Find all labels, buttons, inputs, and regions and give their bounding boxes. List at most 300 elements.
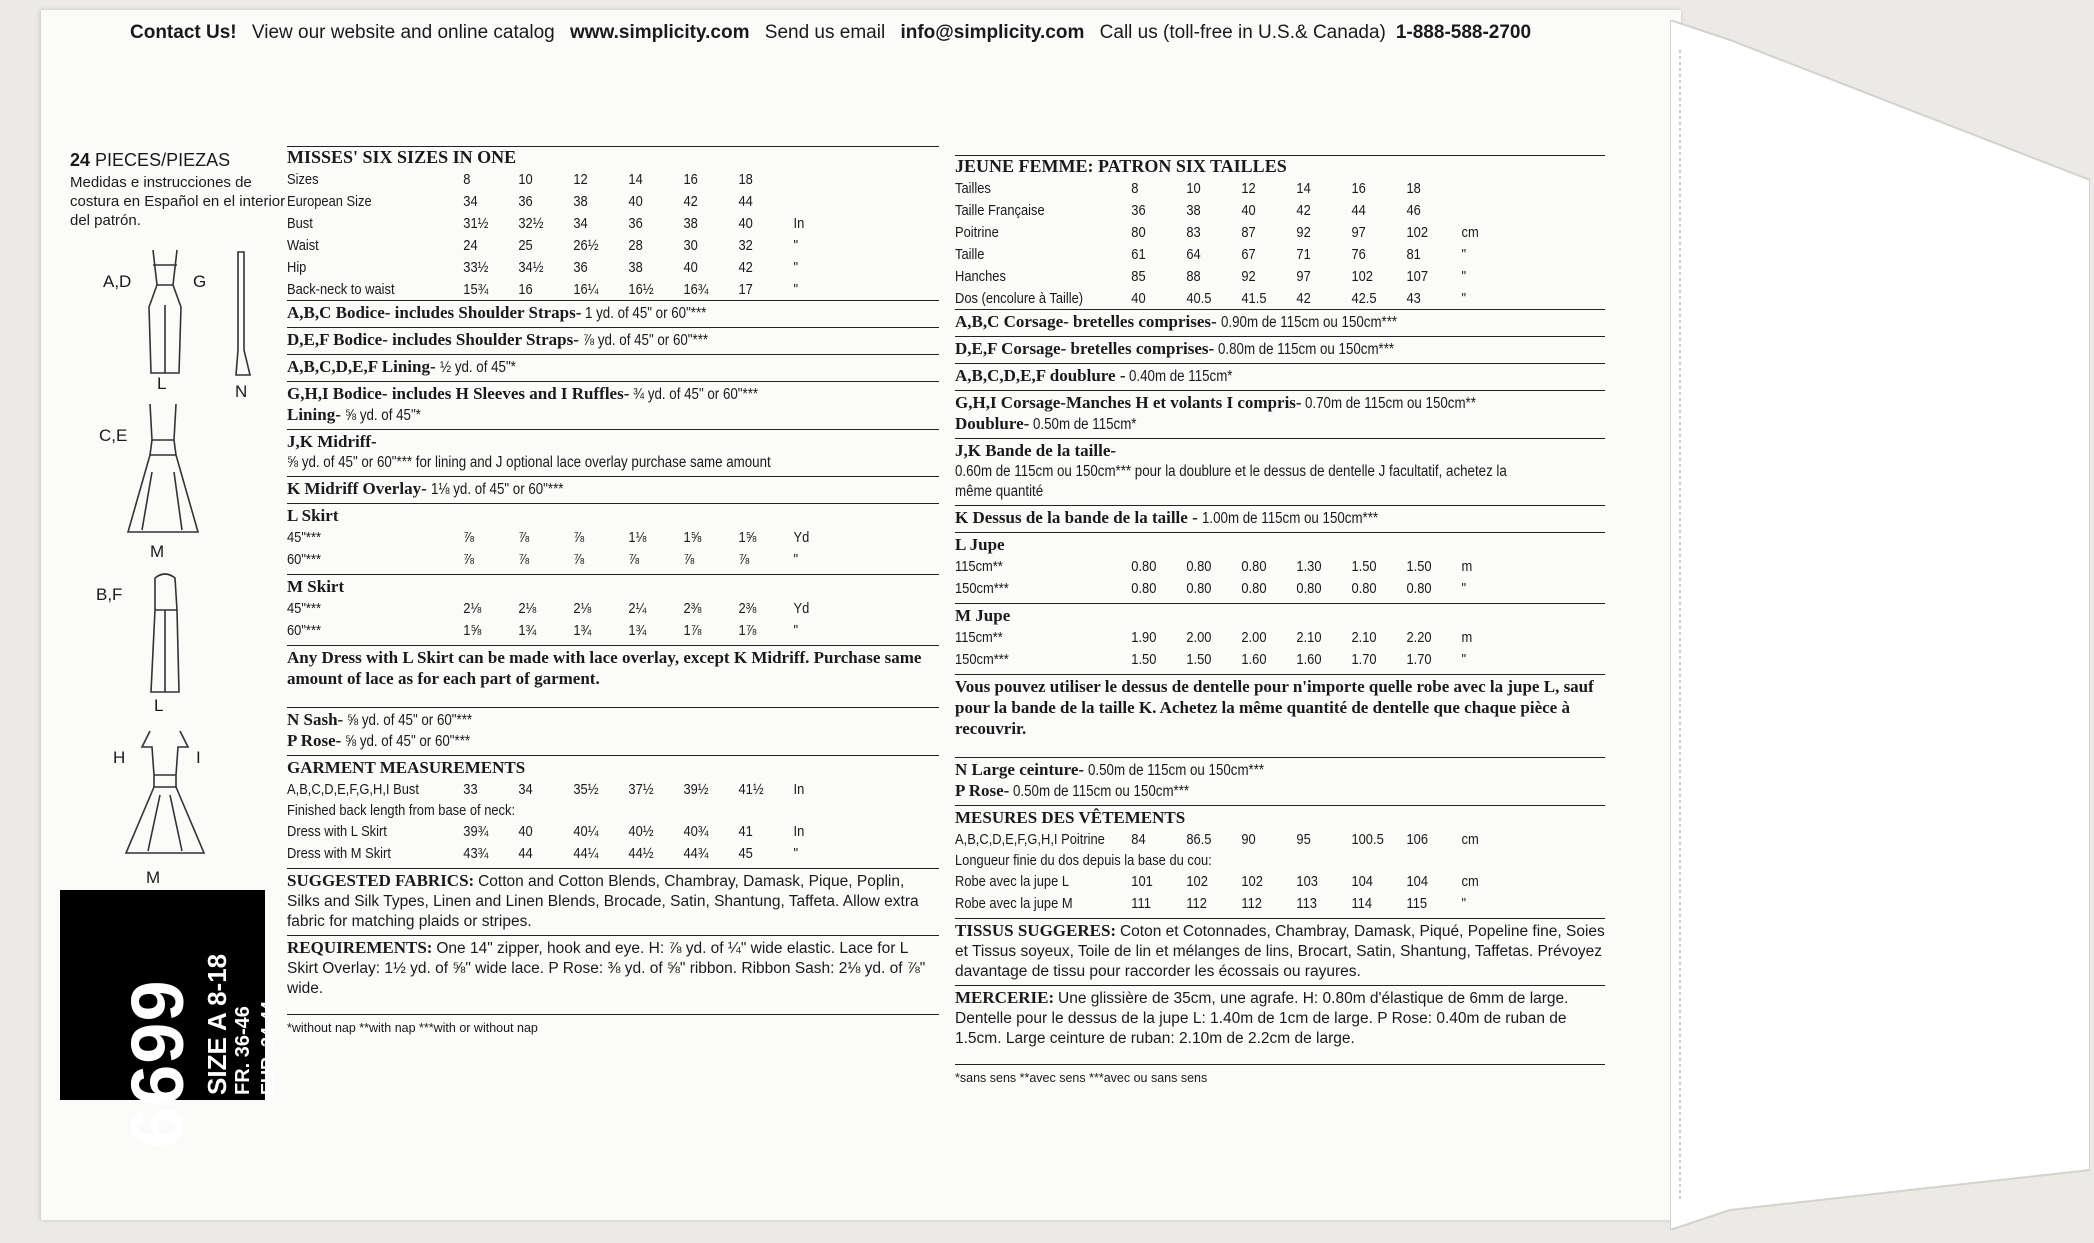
cell-value: 0.80 xyxy=(1131,558,1157,575)
cell-value: ⅞ xyxy=(463,551,475,568)
row-label: 150cm*** xyxy=(955,651,1009,668)
cell-value: 38 xyxy=(1186,201,1201,219)
cell-value: 2⅜ xyxy=(683,600,702,617)
cell-value: 84 xyxy=(1131,831,1146,848)
cell-value: 85 xyxy=(1131,267,1146,285)
cell-value: 40 xyxy=(518,823,533,840)
fig-label-h: H xyxy=(113,748,126,767)
cell-value: 26½ xyxy=(573,236,599,254)
yardage-section: G,H,I Corsage-Manches H et volants I compris- 0.70m de 115cm ou 150cm** Doublure- 0.50m de 115cm* xyxy=(955,390,1605,438)
yardage-section: A,B,C,D,E,F doublure - 0.40m de 115cm* xyxy=(955,363,1605,390)
sketch-dress-ce xyxy=(122,400,202,540)
cell-value: 43 xyxy=(1406,289,1421,307)
row-label: European Size xyxy=(287,192,372,210)
yardage-section: A,B,C,D,E,F Lining- ½ yd. of 45"* xyxy=(287,354,939,381)
sketch-dress-ad xyxy=(135,245,195,380)
table-row xyxy=(955,177,1514,199)
row-unit xyxy=(1462,177,1514,199)
table-row xyxy=(955,243,1514,265)
cell-value: 41 xyxy=(738,823,753,840)
row-unit xyxy=(794,168,848,190)
cell-value: 2¼ xyxy=(628,600,647,617)
row-label: Dress with M Skirt xyxy=(287,845,391,862)
pieces-count: 24 PIECES/PIEZAS xyxy=(70,150,231,170)
row-unit: " xyxy=(1461,651,1467,668)
footnote: *without nap **with nap ***with or without nap xyxy=(287,1014,939,1035)
row-unit: m xyxy=(1461,629,1473,646)
skirt-section: L Jupe 115cm** 0.80 0.80 0.80 1.30 1.50 1.50 m 150cm*** 0.80 0.80 0.80 0.80 0.80 0.80 " xyxy=(955,532,1605,603)
row-label: 60"*** xyxy=(287,622,321,639)
cell-value: 1.60 xyxy=(1296,651,1322,668)
cell-value: 40.5 xyxy=(1186,289,1212,307)
table-row xyxy=(955,627,1514,649)
garment-measurements: GARMENT MEASUREMENTS A,B,C,D,E,F,G,H,I Bust 33 34 35½ 37½ 39½ 41½ In Finished back length from base of neck: Dress with L Skirt 39¾ 40 40¼ 40½ 40¾ 41 In Dress with M Skirt 43¾ 44 44¼ 44½ 44¾ 45 " xyxy=(287,755,939,868)
cell-value: 0.80 xyxy=(1131,580,1157,597)
sash-rose: N Sash- ⅝ yd. of 45" or 60"*** P Rose- ⅝ yd. of 45" or 60"*** xyxy=(287,707,939,755)
cell-value: 1.50 xyxy=(1186,651,1212,668)
cell-value: 86.5 xyxy=(1186,831,1212,848)
cell-value: 31½ xyxy=(463,214,489,232)
row-label: Back-neck to waist xyxy=(287,280,395,298)
row-label: Dos (encolure à Taille) xyxy=(955,289,1084,307)
section-title: MISSES' SIX SIZES IN ONE xyxy=(287,147,517,167)
cell-value: 112 xyxy=(1186,895,1207,912)
cell-value: 0.80 xyxy=(1406,580,1432,597)
cell-value: 2.00 xyxy=(1241,629,1267,646)
yardage-section: G,H,I Bodice- includes H Sleeves and I Ruffles- ¾ yd. of 45" or 60"*** Lining- ⅝ yd. of 45"* xyxy=(287,381,939,429)
cell-value: 40 xyxy=(683,258,698,276)
table-row xyxy=(955,199,1514,221)
cell-value: 2⅛ xyxy=(573,600,592,617)
jeune.ljupe.rows-table xyxy=(955,556,1514,600)
row-label: 150cm*** xyxy=(955,580,1009,597)
cell-value: 104 xyxy=(1351,873,1373,890)
cell-value: 25 xyxy=(518,236,533,254)
table-row xyxy=(287,598,848,620)
yardage-section: J,K Bande de la taille- 0.60m de 115cm ou 150cm*** pour la doublure et le dessus de dentelle J facultatif, achetez la même quantité xyxy=(955,438,1605,505)
yardage-section: K Dessus de la bande de la taille - 1.00m de 115cm ou 150cm*** xyxy=(955,505,1605,532)
row-label: 115cm** xyxy=(955,558,1003,575)
table-row xyxy=(955,871,1514,893)
row-label: 45"*** xyxy=(287,600,321,617)
cell-value: 114 xyxy=(1351,895,1373,912)
pattern-number: 6699 xyxy=(116,979,199,1148)
jeune-column xyxy=(955,155,1605,1085)
cell-value: 41.5 xyxy=(1241,289,1267,307)
cell-value: 16¼ xyxy=(573,280,599,298)
row-label: Waist xyxy=(287,236,319,254)
cell-value: ⅞ xyxy=(518,529,530,546)
table-row xyxy=(287,779,848,801)
row-unit: " xyxy=(1461,245,1467,263)
cell-value: 18 xyxy=(1406,179,1421,197)
cell-value: 92 xyxy=(1296,223,1311,241)
yardage-section: A,B,C Corsage- bretelles comprises- 0.90m de 115cm ou 150cm*** xyxy=(955,309,1605,336)
table-row xyxy=(955,578,1514,600)
cell-value: 1.90 xyxy=(1131,629,1157,646)
table-row xyxy=(955,287,1514,309)
cell-value: ⅞ xyxy=(463,529,475,546)
table-row xyxy=(955,893,1514,915)
misses.garment.rows-table xyxy=(287,821,848,865)
cell-value: 2⅛ xyxy=(518,600,537,617)
suggested-fabrics: SUGGESTED FABRICS: Cotton and Cotton Blends, Chambray, Damask, Pique, Poplin, Silks and Silk Types, Linen and Linen Blends, Brocade, Satin, Shantung, Taffeta. Allow extra fabric for matching plaids or stripes. xyxy=(287,868,939,935)
envelope-flap xyxy=(1670,20,2090,1230)
skirt-section: M Jupe 115cm** 1.90 2.00 2.00 2.10 2.10 2.20 m 150cm*** 1.50 1.50 1.60 1.60 1.70 1.70 " xyxy=(955,603,1605,674)
pieces-block xyxy=(70,150,290,230)
cell-value: 106 xyxy=(1406,831,1429,848)
cell-value: 2.00 xyxy=(1186,629,1212,646)
cell-value: 0.80 xyxy=(1296,580,1322,597)
cell-value: 35½ xyxy=(573,781,599,798)
fig-label-ce: C,E xyxy=(99,426,128,445)
row-label: Hip xyxy=(287,258,307,276)
cell-value: 95 xyxy=(1296,831,1311,848)
footnote: *sans sens **avec sens ***avec ou sans sens xyxy=(955,1064,1605,1085)
cell-value: 10 xyxy=(518,170,533,188)
row-label: Hanches xyxy=(955,267,1006,285)
yardage-section: J,K Midriff- ⅝ yd. of 45" or 60"*** for lining and J optional lace overlay purchase same amount xyxy=(287,429,939,476)
cell-value: 36 xyxy=(1131,201,1146,219)
cell-value: 102 xyxy=(1406,223,1429,241)
cell-value: ⅞ xyxy=(518,551,530,568)
cell-value: 61 xyxy=(1131,245,1146,263)
fig-label-m2: M xyxy=(146,868,161,887)
cell-value: 40¾ xyxy=(683,823,709,840)
cell-value: 1.60 xyxy=(1241,651,1267,668)
cell-value: 40¼ xyxy=(573,823,599,840)
fr-size-range: FR. 36-46 xyxy=(232,1006,254,1095)
row-unit: m xyxy=(1461,558,1473,575)
cell-value: 40 xyxy=(1131,289,1146,307)
cell-value: 87 xyxy=(1241,223,1256,241)
cell-value: 12 xyxy=(1241,179,1256,197)
cell-value: 64 xyxy=(1186,245,1201,263)
email-link[interactable]: info@simplicity.com xyxy=(900,22,1085,43)
cell-value: 24 xyxy=(463,236,478,254)
table-row xyxy=(287,843,848,865)
eur-size-range: EUR. 34-44 xyxy=(258,1000,278,1095)
cell-value: 44 xyxy=(518,845,533,862)
cell-value: 81 xyxy=(1406,245,1421,263)
cell-value: 40 xyxy=(1241,201,1256,219)
cell-value: 44 xyxy=(738,192,753,210)
cell-value: 45 xyxy=(738,845,753,862)
cell-value: 38 xyxy=(683,214,698,232)
cell-value: 16 xyxy=(1351,179,1366,197)
cell-value: 39½ xyxy=(683,781,709,798)
cell-value: 1⅝ xyxy=(683,529,702,546)
cell-value: ⅞ xyxy=(573,529,585,546)
cell-value: 40 xyxy=(628,192,643,210)
section-title: JEUNE FEMME: PATRON SIX TAILLES xyxy=(955,156,1287,176)
cell-value: 67 xyxy=(1241,245,1256,263)
jeune.mjupe.rows-table xyxy=(955,627,1514,671)
yardage-section: A,B,C Bodice- includes Shoulder Straps- 1 yd. of 45" or 60"*** xyxy=(287,300,939,327)
cell-value: 0.80 xyxy=(1241,580,1267,597)
row-label: Bust xyxy=(287,214,313,232)
requirements: REQUIREMENTS: One 14" zipper, hook and eye. H: ⅞ yd. of ¼" wide elastic. Lace for L Skirt Overlay: 1½ yd. of ⅝" wide lace. P Rose: ⅜ yd. of ⅝" ribbon. Ribbon Sash: 2⅛ yd. of ⅞" wide. xyxy=(287,935,939,1002)
row-unit xyxy=(1462,199,1514,221)
misses.mskirt.rows-table xyxy=(287,598,848,642)
cell-value: 42.5 xyxy=(1351,289,1377,307)
cell-value: 111 xyxy=(1131,895,1151,912)
sketch-dress-bf xyxy=(135,570,195,700)
cell-value: 97 xyxy=(1351,223,1366,241)
row-unit: In xyxy=(793,823,805,840)
table-row xyxy=(287,234,848,256)
row-unit: " xyxy=(1461,289,1467,307)
row-unit: " xyxy=(793,622,799,639)
cell-value: 2.20 xyxy=(1406,629,1432,646)
suggested-fabrics: TISSUS SUGGERES: Coton et Cotonnades, Chambray, Damask, Piqué, Popeline fine, Soies et Tissus soyeux, Toile de lin et mélanges de lins, Brocart, Satin, Shantung, Taffetas. Prévoyez davantage de tissu pour raccorder les écossais ou rayures. xyxy=(955,918,1605,985)
cell-value: 1.50 xyxy=(1406,558,1432,575)
cell-value: 16 xyxy=(518,280,533,298)
cell-value: ⅞ xyxy=(573,551,585,568)
size-range: SIZE A 8-18 xyxy=(202,953,232,1095)
cell-value: 1.70 xyxy=(1406,651,1432,668)
cell-value: 15¾ xyxy=(463,280,489,298)
row-unit: cm xyxy=(1461,831,1479,848)
cell-value: ⅞ xyxy=(738,551,750,568)
cell-value: 36 xyxy=(518,192,533,210)
cell-value: 102 xyxy=(1186,873,1208,890)
misses.garment.bustwrap-table xyxy=(287,779,848,801)
cell-value: 100.5 xyxy=(1351,831,1384,848)
table-row xyxy=(287,168,848,190)
cell-value: 101 xyxy=(1131,873,1153,890)
cell-value: 92 xyxy=(1241,267,1256,285)
cell-value: 18 xyxy=(738,170,753,188)
yardage-section: K Midriff Overlay- 1⅛ yd. of 45" or 60"*** xyxy=(287,476,939,503)
row-label: 60"*** xyxy=(287,551,321,568)
cell-value: 38 xyxy=(573,192,588,210)
jeune.rows-table xyxy=(955,177,1514,309)
cell-value: 17 xyxy=(738,280,753,298)
row-unit xyxy=(794,190,848,212)
cell-value: 16½ xyxy=(628,280,654,298)
cell-value: 97 xyxy=(1296,267,1311,285)
row-label: 115cm** xyxy=(955,629,1003,646)
table-row xyxy=(955,556,1514,578)
fig-label-bf: B,F xyxy=(96,585,123,604)
row-unit: " xyxy=(793,258,799,276)
cell-value: 0.80 xyxy=(1186,558,1212,575)
sash-rose: N Large ceinture- 0.50m de 115cm ou 150cm*** P Rose- 0.50m de 115cm ou 150cm*** xyxy=(955,757,1605,805)
cell-value: 44 xyxy=(1351,201,1366,219)
cell-value: 1⅞ xyxy=(738,622,757,639)
cell-value: 34½ xyxy=(518,258,544,276)
table-row xyxy=(287,212,848,234)
yardage-section: D,E,F Bodice- includes Shoulder Straps- ⅞ yd. of 45" or 60"*** xyxy=(287,327,939,354)
sketch-dress-hi xyxy=(120,725,210,860)
cell-value: ⅞ xyxy=(628,551,640,568)
row-unit: " xyxy=(1461,267,1467,285)
row-unit: " xyxy=(793,236,799,254)
row-label: Dress with L Skirt xyxy=(287,823,387,840)
cell-value: 34 xyxy=(573,214,588,232)
cell-value: 83 xyxy=(1186,223,1201,241)
cell-value: 1.50 xyxy=(1131,651,1157,668)
misses-column xyxy=(287,146,939,1035)
cell-value: 10 xyxy=(1186,179,1201,197)
fig-label-g: G xyxy=(193,272,207,291)
cell-value: ⅞ xyxy=(683,551,695,568)
cell-value: 1¾ xyxy=(628,622,647,639)
cell-value: 40½ xyxy=(628,823,654,840)
email-text: Send us email xyxy=(764,22,886,43)
cell-value: 33½ xyxy=(463,258,489,276)
row-label: Taille xyxy=(955,245,985,263)
lace-note: Any Dress with L Skirt can be made with lace overlay, except K Midriff. Purchase same amount of lace as for each part of garment. xyxy=(287,645,939,693)
row-unit: In xyxy=(793,214,805,232)
jeune.garment.rows-table xyxy=(955,871,1514,915)
fig-label-ad: A,D xyxy=(103,272,132,291)
cell-value: 102 xyxy=(1351,267,1373,285)
phone-number: 1-888-588-2700 xyxy=(1395,22,1532,43)
row-label: Taille Française xyxy=(955,201,1045,219)
table-row xyxy=(955,649,1514,671)
cell-value: 113 xyxy=(1296,895,1317,912)
cell-value: 46 xyxy=(1406,201,1421,219)
cell-value: 28 xyxy=(628,236,643,254)
cell-value: 1¾ xyxy=(573,622,592,639)
fig-label-l: L xyxy=(157,374,167,393)
misses.lskirt.rows-table xyxy=(287,527,848,571)
contact-label: Contact Us! xyxy=(130,22,237,43)
cell-value: 44½ xyxy=(628,845,654,862)
row-label: 45"*** xyxy=(287,529,321,546)
table-row xyxy=(287,821,848,843)
cell-value: 34 xyxy=(463,192,478,210)
cell-value: 1⅝ xyxy=(463,622,482,639)
row-unit: " xyxy=(793,845,799,862)
table-row xyxy=(287,256,848,278)
cell-value: 104 xyxy=(1406,873,1429,890)
jeune.garment.bustwrap-table xyxy=(955,829,1514,851)
cell-value: 1⅛ xyxy=(628,529,647,546)
row-unit: " xyxy=(1461,895,1467,912)
cell-value: 44¾ xyxy=(683,845,709,862)
cell-value: 36 xyxy=(628,214,643,232)
skirt-section: L Skirt 45"*** ⅞ ⅞ ⅞ 1⅛ 1⅝ 1⅝ Yd 60"*** ⅞ ⅞ ⅞ ⅞ ⅞ ⅞ " xyxy=(287,503,939,574)
fig-label-l2: L xyxy=(154,696,164,715)
cell-value: 8 xyxy=(463,170,471,188)
row-unit: cm xyxy=(1461,873,1479,890)
row-unit: " xyxy=(1461,580,1467,597)
cell-value: 32½ xyxy=(518,214,544,232)
cell-value: 32 xyxy=(738,236,753,254)
cell-value: 42 xyxy=(683,192,698,210)
cell-value: 39¾ xyxy=(463,823,489,840)
cell-value: 2⅜ xyxy=(738,600,757,617)
cell-value: 37½ xyxy=(628,781,654,798)
skirt-section: M Skirt 45"*** 2⅛ 2⅛ 2⅛ 2¼ 2⅜ 2⅜ Yd 60"*** 1⅝ 1¾ 1¾ 1¾ 1⅞ 1⅞ " xyxy=(287,574,939,645)
garment-measurements: MESURES DES VÊTEMENTS A,B,C,D,E,F,G,H,I Poitrine 84 86.5 90 95 100.5 106 cm Longueur finie du dos depuis la base du cou: Robe avec la jupe L 101 102 102 103 104 104 cm Robe avec la jupe M 111 112 112 113 114 115 " xyxy=(955,805,1605,918)
cell-value: 107 xyxy=(1406,267,1429,285)
row-label: A,B,C,D,E,F,G,H,I Poitrine xyxy=(955,831,1105,848)
fig-label-i: I xyxy=(196,748,201,767)
cell-value: 34 xyxy=(518,781,533,798)
cell-value: 42 xyxy=(738,258,753,276)
cell-value: 0.80 xyxy=(1351,580,1377,597)
sketch-sash-g xyxy=(230,250,260,380)
cell-value: 1.30 xyxy=(1296,558,1322,575)
table-row xyxy=(287,527,848,549)
row-label: Robe avec la jupe L xyxy=(955,873,1070,890)
row-label: Sizes xyxy=(287,170,319,188)
cell-value: 1⅝ xyxy=(738,529,757,546)
cell-value: 1.70 xyxy=(1351,651,1377,668)
table-row xyxy=(955,829,1514,851)
cell-value: 14 xyxy=(628,170,643,188)
row-label: Robe avec la jupe M xyxy=(955,895,1073,912)
table-row xyxy=(955,265,1514,287)
website-text: View our website and online catalog xyxy=(251,22,555,43)
cell-value: 33 xyxy=(463,781,478,798)
cell-value: 76 xyxy=(1351,245,1366,263)
cell-value: 8 xyxy=(1131,179,1139,197)
website-link[interactable]: www.simplicity.com xyxy=(569,22,750,43)
table-row xyxy=(287,549,848,571)
row-unit: In xyxy=(793,781,805,798)
row-label: A,B,C,D,E,F,G,H,I Bust xyxy=(287,781,419,798)
cell-value: 102 xyxy=(1241,873,1263,890)
row-label: Tailles xyxy=(955,179,991,197)
row-unit: " xyxy=(793,280,799,298)
cell-value: 1.50 xyxy=(1351,558,1377,575)
cell-value: 115 xyxy=(1406,895,1428,912)
row-unit: " xyxy=(793,551,799,568)
cell-value: 42 xyxy=(1296,201,1311,219)
table-row xyxy=(955,221,1514,243)
cell-value: 44¼ xyxy=(573,845,599,862)
cell-value: 0.80 xyxy=(1186,580,1212,597)
cell-value: 12 xyxy=(573,170,588,188)
cell-value: 16¾ xyxy=(683,280,709,298)
cell-value: 0.80 xyxy=(1241,558,1267,575)
table-row xyxy=(287,620,848,642)
row-unit: Yd xyxy=(793,600,810,617)
row-unit: cm xyxy=(1461,223,1479,241)
cell-value: 90 xyxy=(1241,831,1256,848)
cell-value: 30 xyxy=(683,236,698,254)
cell-value: 112 xyxy=(1241,895,1262,912)
lace-note: Vous pouvez utiliser le dessus de dentelle pour n'importe quelle robe avec la jupe L, sauf pour la bande de la taille K. Achetez la même quantité de dentelle que chaque pièce à recouvrir. xyxy=(955,674,1605,743)
table-row xyxy=(287,190,848,212)
cell-value: 41½ xyxy=(738,781,764,798)
cell-value: 40 xyxy=(738,214,753,232)
cell-value: 80 xyxy=(1131,223,1146,241)
cell-value: 71 xyxy=(1296,245,1311,263)
cell-value: 38 xyxy=(628,258,643,276)
cell-value: 1⅞ xyxy=(683,622,702,639)
requirements: MERCERIE: Une glissière de 35cm, une agrafe. H: 0.80m d'élastique de 6mm de large. Dentelle pour le dessus de la jupe L: 1.40m de 1cm de large. P Rose: 0.40m de ruban de 1.5cm. Large ceinture de ruban: 2.10m de 2.2cm de large. xyxy=(955,985,1605,1052)
misses.rows-table xyxy=(287,168,848,300)
cell-value: 2⅛ xyxy=(463,600,482,617)
cell-value: 2.10 xyxy=(1351,629,1377,646)
row-label: Poitrine xyxy=(955,223,999,241)
phone-text: Call us (toll-free in U.S.& Canada) xyxy=(1099,22,1386,43)
table-row xyxy=(287,278,848,300)
cell-value: 14 xyxy=(1296,179,1311,197)
pattern-number-block xyxy=(60,890,278,1148)
yardage-section: D,E,F Corsage- bretelles comprises- 0.80m de 115cm ou 150cm*** xyxy=(955,336,1605,363)
cell-value: 2.10 xyxy=(1296,629,1322,646)
row-unit: Yd xyxy=(793,529,810,546)
cell-value: 43¾ xyxy=(463,845,489,862)
cell-value: 88 xyxy=(1186,267,1201,285)
